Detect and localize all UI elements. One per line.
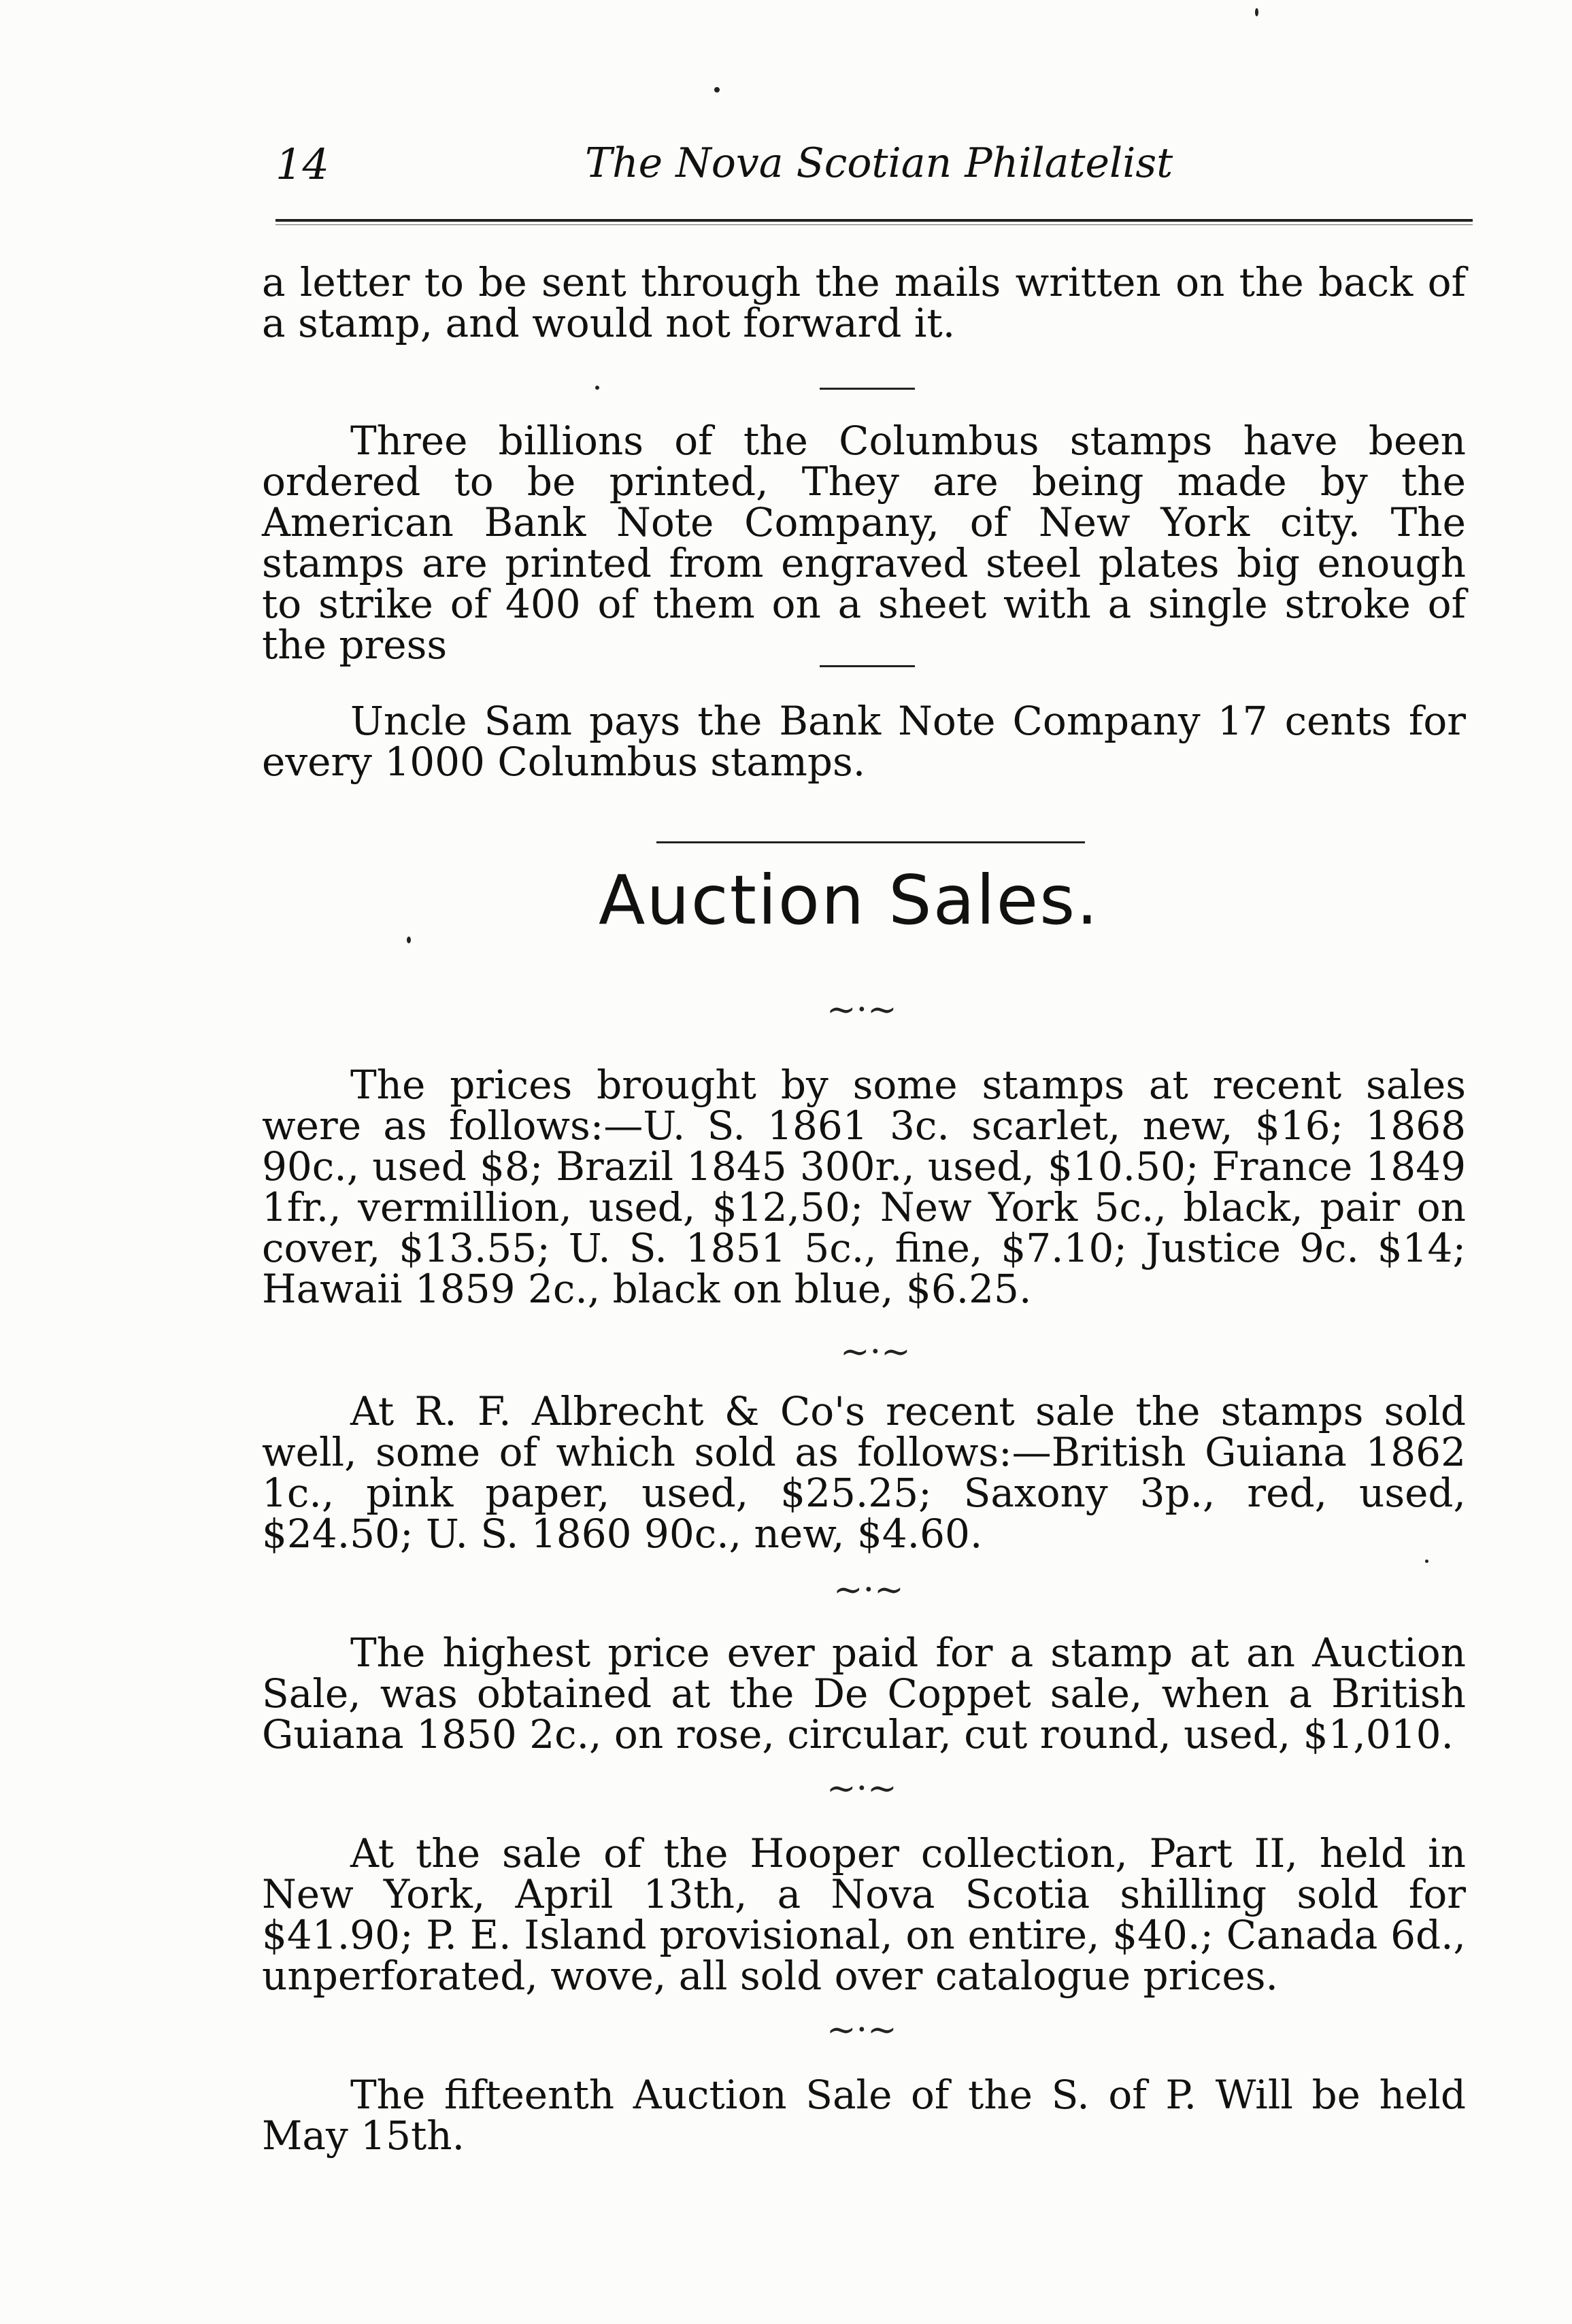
running-header: [275, 139, 1473, 204]
header-rule: [275, 219, 1473, 222]
ornament-divider: ~·~: [826, 990, 897, 1030]
ornament-divider: ~·~: [826, 1768, 897, 1809]
ornament-divider: ~·~: [840, 1332, 911, 1372]
paragraph-bank-note-cost: Uncle Sam pays the Bank Note Company 17 cents for every 1000 Columbus stamps.: [262, 698, 1466, 785]
paragraph-continued: a letter to be sent through the mails written on the back of a stamp, and would not forward it.: [262, 259, 1466, 346]
print-speck: [1255, 8, 1258, 16]
paragraph-highest-price: The highest price ever paid for a stamp at an Auction Sale, was obtained at the De Coppet sale, when a British Guiana 1850 2c., on rose, circular, cut round, used, $1,010.: [262, 1630, 1466, 1757]
short-divider: [820, 388, 915, 390]
paragraph-columbus-stamps: Three billions of the Columbus stamps have been ordered to be printed, They are being made by the American Bank Note Company, of New York city. The stamps are printed from engraved steel plates big enough to strike of 400 of them on a sheet with a single stroke of the press: [262, 418, 1466, 668]
print-speck: [714, 87, 720, 92]
print-speck: [1425, 1560, 1428, 1563]
page-number: 14: [275, 139, 329, 189]
print-speck: [407, 937, 411, 943]
section-divider: [656, 841, 1085, 843]
paragraph-albrecht-sale: At R. F. Albrecht & Co's recent sale the stamps sold well, some of which sold as follows:—British Guiana 1862 1c., pink paper, used, $25.25; Saxony 3p., red, used, $24.50; U. S. 1860 90c., new, $4.60.: [262, 1388, 1466, 1557]
ornament-divider: ~·~: [833, 1570, 904, 1611]
paragraph-hooper-collection: At the sale of the Hooper collection, Part II, held in New York, April 13th, a Nova Scotia shilling sold for $41.90; P. E. Island provisional, on entire, $40.; Canada 6d., unperforated, wove, all sold over catalogue prices.: [262, 1830, 1466, 1999]
section-heading: Auction Sales.: [599, 860, 1100, 940]
header-rule-thin: [275, 224, 1473, 225]
short-divider: [820, 665, 915, 667]
print-speck: [595, 386, 599, 390]
paragraph-fifteenth-sale: The fifteenth Auction Sale of the S. of P. Will be held May 15th.: [262, 2072, 1466, 2159]
journal-title: The Nova Scotian Philatelist: [585, 139, 1173, 187]
paragraph-recent-sales: The prices brought by some stamps at recent sales were as follows:—U. S. 1861 3c. scarlet, new, $16; 1868 90c., used $8; Brazil 1845 300r., used, $10.50; France 1849 1fr., vermillion, used, $12,50; New York 5c., black, pair on cover, $13.55; U. S. 1851 5c., fine, $7.10; Justice 9c. $14; Hawaii 1859 2c., black on blue, $6.25.: [262, 1062, 1466, 1312]
ornament-divider: ~·~: [826, 2010, 897, 2051]
